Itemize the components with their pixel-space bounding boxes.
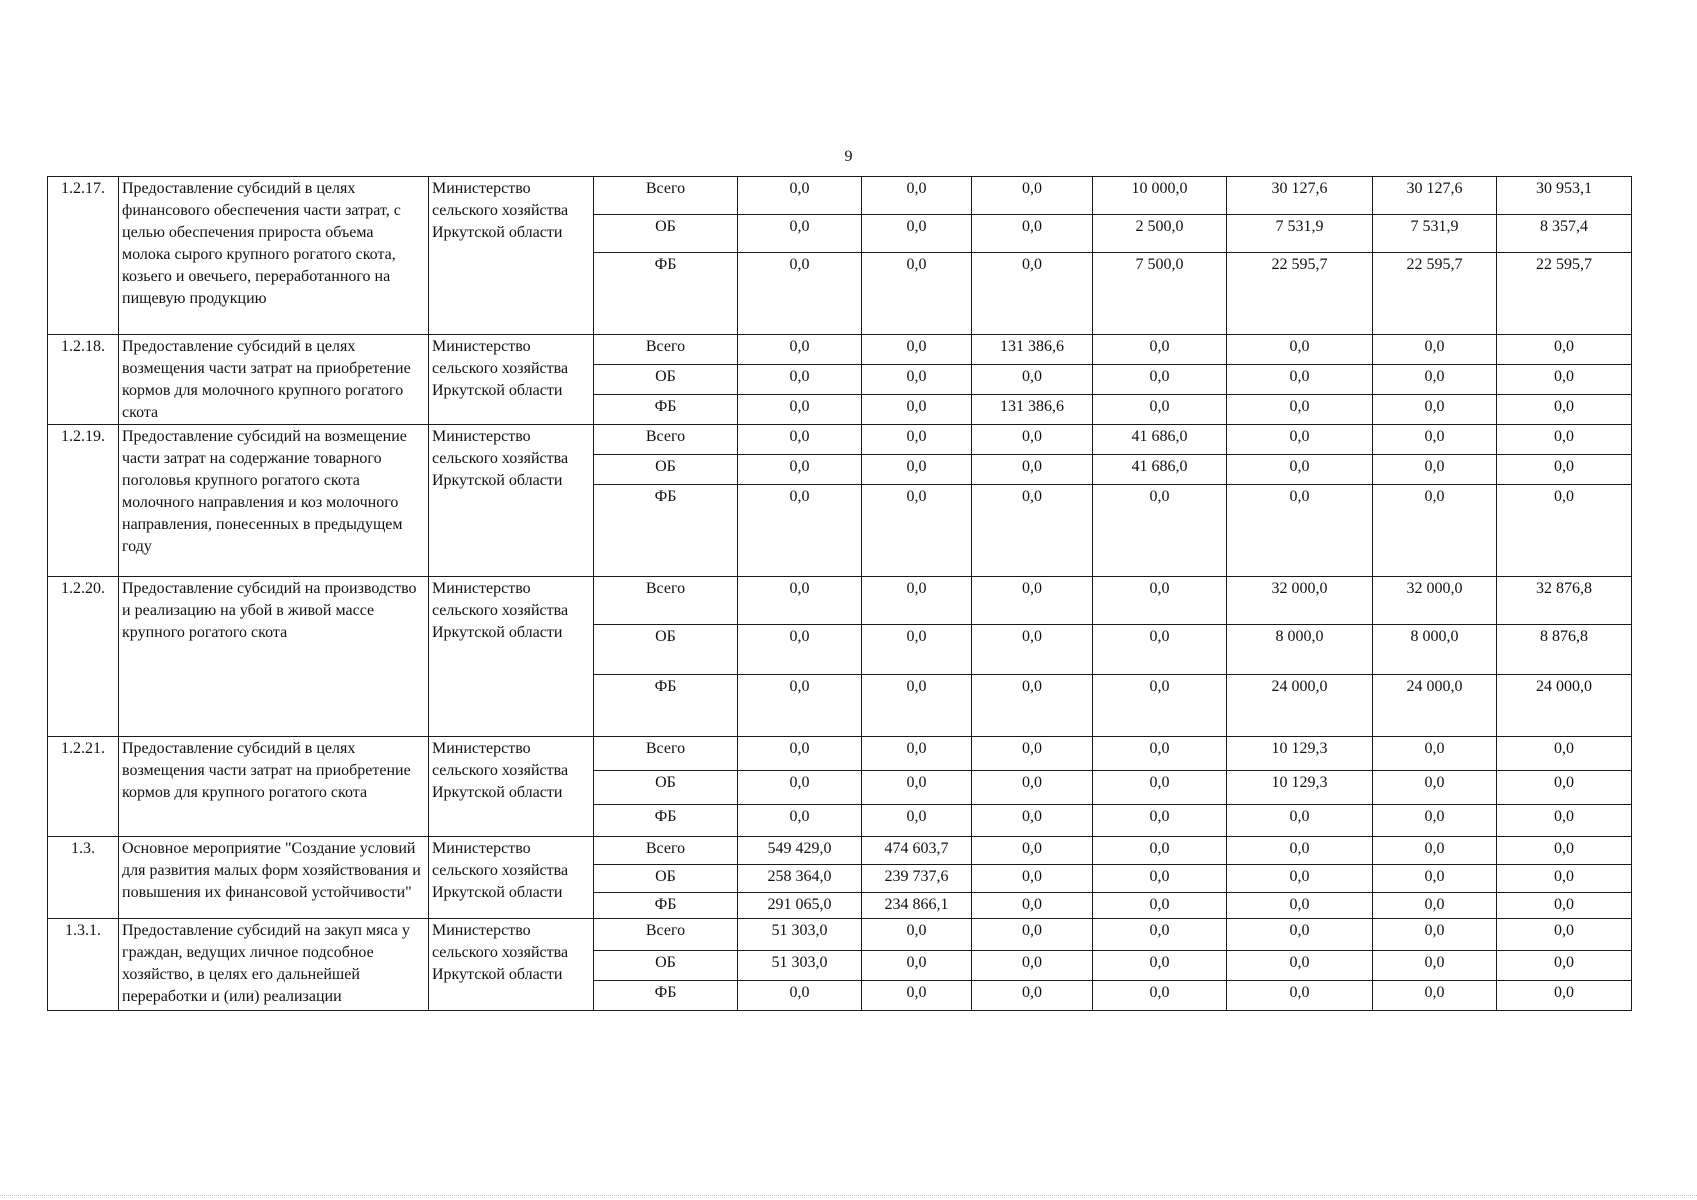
amount-cell: 0,0 (1227, 893, 1373, 919)
funding-source: ОБ (594, 365, 738, 395)
amount-cell: 0,0 (738, 805, 862, 837)
amount-cell: 10 129,3 (1227, 771, 1373, 805)
amount-cell: 30 953,1 (1497, 177, 1632, 215)
table-row (48, 919, 1632, 951)
funding-source: ФБ (594, 253, 738, 335)
funding-source: Всего (594, 737, 738, 771)
item-number: 1.2.20. (48, 577, 119, 737)
item-name: Предоставление субсидий на производство и реализацию на убой в живой массе крупного рогатого скота (119, 577, 429, 737)
amount-cell: 0,0 (738, 395, 862, 425)
amount-cell: 0,0 (1227, 425, 1373, 455)
amount-cell: 0,0 (1093, 865, 1227, 893)
amount-cell: 0,0 (972, 805, 1093, 837)
amount-cell: 0,0 (972, 365, 1093, 395)
amount-cell: 0,0 (738, 675, 862, 737)
amount-cell: 0,0 (972, 675, 1093, 737)
table-row (48, 577, 1632, 625)
amount-cell: 0,0 (862, 177, 972, 215)
amount-cell: 0,0 (1497, 805, 1632, 837)
amount-cell: 0,0 (972, 177, 1093, 215)
amount-cell: 0,0 (862, 981, 972, 1011)
amount-cell: 0,0 (1373, 335, 1497, 365)
amount-cell: 0,0 (972, 425, 1093, 455)
amount-cell: 7 531,9 (1227, 215, 1373, 253)
amount-cell: 0,0 (972, 951, 1093, 981)
amount-cell: 0,0 (1227, 837, 1373, 865)
amount-cell: 32 876,8 (1497, 577, 1632, 625)
amount-cell: 0,0 (1497, 737, 1632, 771)
amount-cell: 24 000,0 (1497, 675, 1632, 737)
amount-cell: 0,0 (1093, 771, 1227, 805)
item-number: 1.3. (48, 837, 119, 919)
amount-cell: 0,0 (1497, 365, 1632, 395)
amount-cell: 239 737,6 (862, 865, 972, 893)
amount-cell: 0,0 (862, 335, 972, 365)
amount-cell: 0,0 (1497, 919, 1632, 951)
amount-cell: 0,0 (1093, 919, 1227, 951)
item-executor: Министерство сельского хозяйства Иркутской области (429, 177, 594, 335)
amount-cell: 24 000,0 (1373, 675, 1497, 737)
amount-cell: 0,0 (1227, 951, 1373, 981)
amount-cell: 0,0 (862, 951, 972, 981)
item-number: 1.2.21. (48, 737, 119, 837)
amount-cell: 8 000,0 (1227, 625, 1373, 675)
amount-cell: 0,0 (1373, 771, 1497, 805)
amount-cell: 0,0 (972, 919, 1093, 951)
amount-cell: 0,0 (862, 771, 972, 805)
item-name: Предоставление субсидий на возмещение части затрат на содержание товарного поголовья крупного рогатого скота молочного направления и коз молочного направления, понесенных в предыдущем году (119, 425, 429, 577)
amount-cell: 0,0 (1093, 395, 1227, 425)
amount-cell: 291 065,0 (738, 893, 862, 919)
amount-cell: 7 500,0 (1093, 253, 1227, 335)
funding-source: ОБ (594, 625, 738, 675)
amount-cell: 0,0 (1373, 837, 1497, 865)
amount-cell: 0,0 (738, 485, 862, 577)
amount-cell: 0,0 (862, 675, 972, 737)
amount-cell: 0,0 (1373, 425, 1497, 455)
amount-cell: 0,0 (862, 805, 972, 837)
amount-cell: 0,0 (972, 577, 1093, 625)
amount-cell: 0,0 (1373, 951, 1497, 981)
amount-cell: 7 531,9 (1373, 215, 1497, 253)
amount-cell: 0,0 (1497, 455, 1632, 485)
page-number: 9 (844, 148, 853, 165)
amount-cell: 0,0 (972, 737, 1093, 771)
funding-source: Всего (594, 425, 738, 455)
table-row (48, 177, 1632, 215)
item-number: 1.3.1. (48, 919, 119, 1011)
amount-cell: 0,0 (1373, 365, 1497, 395)
amount-cell: 22 595,7 (1227, 253, 1373, 335)
amount-cell: 0,0 (738, 365, 862, 395)
item-number: 1.2.17. (48, 177, 119, 335)
amount-cell: 0,0 (1373, 485, 1497, 577)
amount-cell: 131 386,6 (972, 335, 1093, 365)
amount-cell: 234 866,1 (862, 893, 972, 919)
table-row (48, 425, 1632, 455)
amount-cell: 32 000,0 (1373, 577, 1497, 625)
amount-cell: 0,0 (738, 215, 862, 253)
budget-table (47, 176, 1632, 1011)
amount-cell: 2 500,0 (1093, 215, 1227, 253)
amount-cell: 0,0 (972, 893, 1093, 919)
amount-cell: 258 364,0 (738, 865, 862, 893)
amount-cell: 24 000,0 (1227, 675, 1373, 737)
item-name: Предоставление субсидий в целях возмещения части затрат на приобретение кормов для молочного крупного рогатого скота (119, 335, 429, 425)
amount-cell: 41 686,0 (1093, 425, 1227, 455)
amount-cell: 0,0 (1373, 865, 1497, 893)
amount-cell: 0,0 (862, 425, 972, 455)
amount-cell: 0,0 (972, 837, 1093, 865)
amount-cell: 0,0 (1093, 365, 1227, 395)
amount-cell: 0,0 (1497, 395, 1632, 425)
item-number: 1.2.18. (48, 335, 119, 425)
amount-cell: 0,0 (1227, 805, 1373, 837)
amount-cell: 0,0 (862, 625, 972, 675)
table-row (48, 837, 1632, 865)
amount-cell: 0,0 (972, 215, 1093, 253)
amount-cell: 0,0 (862, 737, 972, 771)
amount-cell: 0,0 (862, 395, 972, 425)
amount-cell: 0,0 (1497, 951, 1632, 981)
amount-cell: 0,0 (862, 919, 972, 951)
amount-cell: 22 595,7 (1497, 253, 1632, 335)
item-executor: Министерство сельского хозяйства Иркутской области (429, 919, 594, 1011)
amount-cell: 0,0 (972, 981, 1093, 1011)
funding-source: ФБ (594, 805, 738, 837)
amount-cell: 0,0 (1227, 395, 1373, 425)
item-name: Предоставление субсидий на закуп мяса у граждан, ведущих личное подсобное хозяйство, в целях его дальнейшей переработки и (или) реализации (119, 919, 429, 1011)
amount-cell: 0,0 (1373, 919, 1497, 951)
amount-cell: 0,0 (862, 215, 972, 253)
amount-cell: 0,0 (1093, 485, 1227, 577)
amount-cell: 0,0 (1373, 737, 1497, 771)
amount-cell: 0,0 (1093, 893, 1227, 919)
amount-cell: 0,0 (1373, 805, 1497, 837)
amount-cell: 8 000,0 (1373, 625, 1497, 675)
amount-cell: 0,0 (1373, 455, 1497, 485)
funding-source: ОБ (594, 951, 738, 981)
funding-source: ФБ (594, 395, 738, 425)
funding-source: Всего (594, 177, 738, 215)
amount-cell: 51 303,0 (738, 951, 862, 981)
amount-cell: 0,0 (1227, 455, 1373, 485)
amount-cell: 0,0 (1227, 981, 1373, 1011)
table-body (48, 177, 1632, 1011)
amount-cell: 0,0 (862, 485, 972, 577)
table-row (48, 737, 1632, 771)
amount-cell: 41 686,0 (1093, 455, 1227, 485)
amount-cell: 0,0 (738, 335, 862, 365)
item-number: 1.2.19. (48, 425, 119, 577)
amount-cell: 0,0 (1497, 893, 1632, 919)
item-executor: Министерство сельского хозяйства Иркутской области (429, 425, 594, 577)
funding-source: ОБ (594, 771, 738, 805)
amount-cell: 0,0 (972, 865, 1093, 893)
amount-cell: 0,0 (862, 455, 972, 485)
amount-cell: 0,0 (1093, 625, 1227, 675)
amount-cell: 0,0 (1227, 485, 1373, 577)
amount-cell: 0,0 (1227, 335, 1373, 365)
amount-cell: 0,0 (1497, 335, 1632, 365)
amount-cell: 51 303,0 (738, 919, 862, 951)
amount-cell: 0,0 (1093, 805, 1227, 837)
item-executor: Министерство сельского хозяйства Иркутской области (429, 577, 594, 737)
funding-source: ФБ (594, 893, 738, 919)
amount-cell: 0,0 (1227, 865, 1373, 893)
item-executor: Министерство сельского хозяйства Иркутской области (429, 737, 594, 837)
item-name: Предоставление субсидий в целях финансового обеспечения части затрат, с целью обеспечения прироста объема молока сырого крупного рогатого скота, козьего и овечьего, переработанного на пищевую продукцию (119, 177, 429, 335)
amount-cell: 0,0 (972, 625, 1093, 675)
item-executor: Министерство сельского хозяйства Иркутской области (429, 837, 594, 919)
amount-cell: 0,0 (1497, 485, 1632, 577)
item-name: Предоставление субсидий в целях возмещения части затрат на приобретение кормов для крупного рогатого скота (119, 737, 429, 837)
amount-cell: 0,0 (1373, 981, 1497, 1011)
amount-cell: 8 357,4 (1497, 215, 1632, 253)
amount-cell: 0,0 (862, 253, 972, 335)
amount-cell: 30 127,6 (1373, 177, 1497, 215)
funding-source: ОБ (594, 215, 738, 253)
amount-cell: 0,0 (738, 425, 862, 455)
amount-cell: 0,0 (862, 577, 972, 625)
amount-cell: 0,0 (738, 455, 862, 485)
item-executor: Министерство сельского хозяйства Иркутской области (429, 335, 594, 425)
table-row (48, 335, 1632, 365)
funding-source: Всего (594, 919, 738, 951)
scan-edge-line (0, 1195, 1697, 1197)
funding-source: ОБ (594, 865, 738, 893)
amount-cell: 0,0 (1497, 981, 1632, 1011)
funding-source: ФБ (594, 485, 738, 577)
amount-cell: 0,0 (972, 771, 1093, 805)
amount-cell: 0,0 (738, 981, 862, 1011)
amount-cell: 10 129,3 (1227, 737, 1373, 771)
amount-cell: 0,0 (738, 771, 862, 805)
amount-cell: 8 876,8 (1497, 625, 1632, 675)
amount-cell: 32 000,0 (1227, 577, 1373, 625)
amount-cell: 0,0 (1497, 865, 1632, 893)
amount-cell: 0,0 (1227, 365, 1373, 395)
amount-cell: 0,0 (738, 253, 862, 335)
amount-cell: 0,0 (1373, 893, 1497, 919)
item-name: Основное мероприятие "Создание условий для развития малых форм хозяйствования и повышения их финансовой устойчивости" (119, 837, 429, 919)
amount-cell: 0,0 (1093, 737, 1227, 771)
amount-cell: 22 595,7 (1373, 253, 1497, 335)
amount-cell: 0,0 (1497, 771, 1632, 805)
amount-cell: 0,0 (1093, 577, 1227, 625)
amount-cell: 0,0 (738, 737, 862, 771)
amount-cell: 0,0 (738, 625, 862, 675)
amount-cell: 30 127,6 (1227, 177, 1373, 215)
funding-source: ОБ (594, 455, 738, 485)
amount-cell: 0,0 (1497, 837, 1632, 865)
funding-source: Всего (594, 837, 738, 865)
amount-cell: 0,0 (972, 253, 1093, 335)
amount-cell: 0,0 (1093, 951, 1227, 981)
amount-cell: 474 603,7 (862, 837, 972, 865)
amount-cell: 0,0 (1373, 395, 1497, 425)
amount-cell: 0,0 (1093, 981, 1227, 1011)
amount-cell: 0,0 (1497, 425, 1632, 455)
amount-cell: 131 386,6 (972, 395, 1093, 425)
amount-cell: 0,0 (1227, 919, 1373, 951)
amount-cell: 0,0 (738, 577, 862, 625)
amount-cell: 0,0 (972, 485, 1093, 577)
amount-cell: 549 429,0 (738, 837, 862, 865)
amount-cell: 0,0 (738, 177, 862, 215)
funding-source: ФБ (594, 675, 738, 737)
amount-cell: 10 000,0 (1093, 177, 1227, 215)
amount-cell: 0,0 (972, 455, 1093, 485)
funding-source: ФБ (594, 981, 738, 1011)
amount-cell: 0,0 (1093, 837, 1227, 865)
amount-cell: 0,0 (1093, 335, 1227, 365)
funding-source: Всего (594, 335, 738, 365)
amount-cell: 0,0 (1093, 675, 1227, 737)
funding-source: Всего (594, 577, 738, 625)
amount-cell: 0,0 (862, 365, 972, 395)
